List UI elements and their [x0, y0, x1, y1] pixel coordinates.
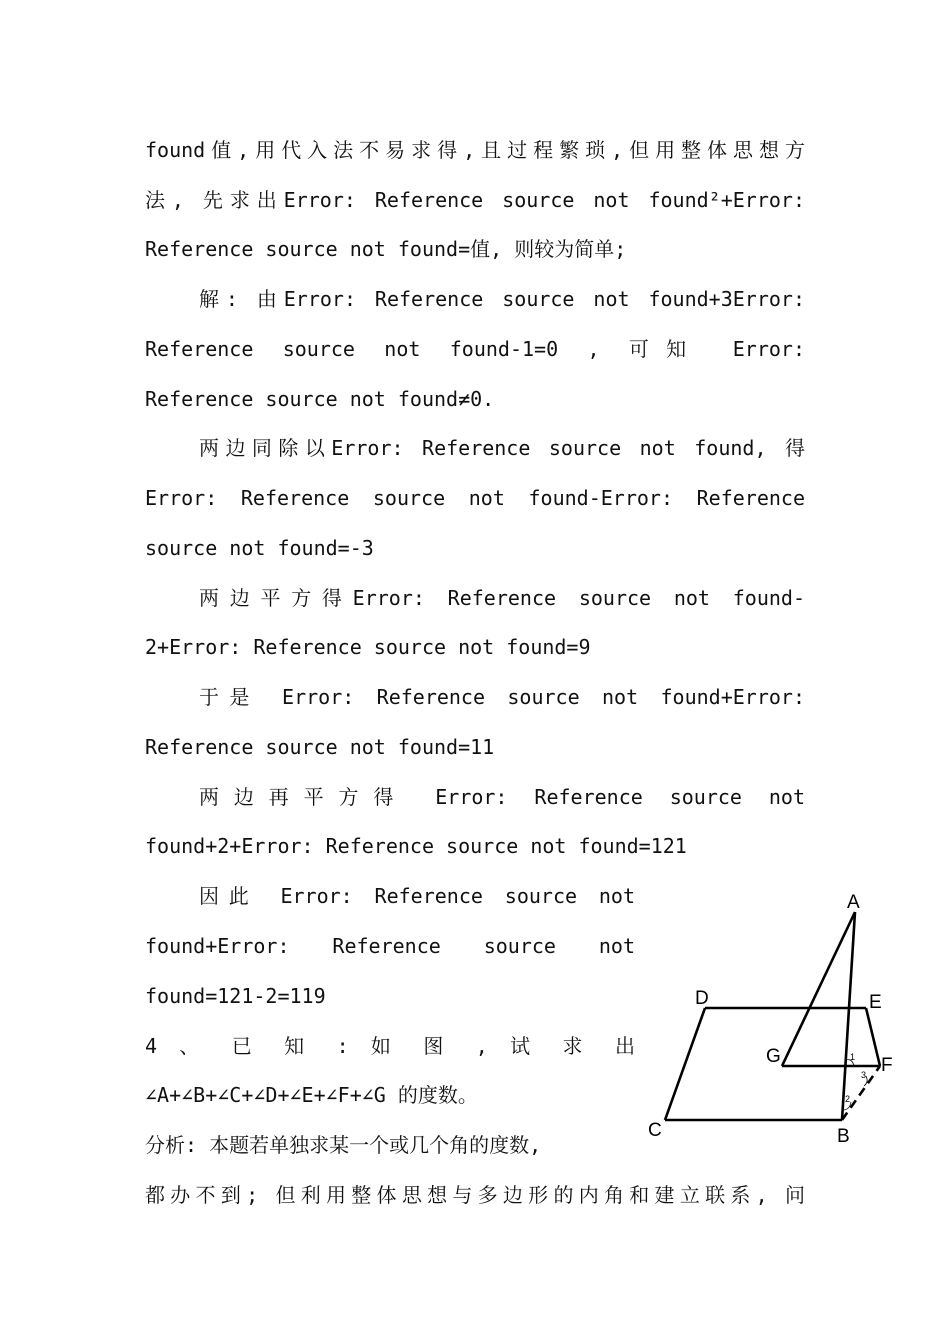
text-line: Error: Reference source not found-Error: Reference: [145, 486, 805, 510]
label-angle-3: 3: [861, 1070, 867, 1080]
label-point-f: F: [881, 1055, 893, 1076]
text-line: Reference source not found≠0.: [145, 387, 495, 411]
text-line: found+Error: Reference source not: [145, 934, 635, 958]
label-point-b: B: [837, 1126, 850, 1147]
segment-ef: [866, 1008, 880, 1066]
geometry-figure: [640, 888, 910, 1150]
text-line: 分析: 本题若单独求某一个或几个角的度数,: [145, 1133, 542, 1157]
text-line: 因此 Error: Reference source not: [199, 884, 635, 908]
label-point-a: A: [847, 892, 860, 913]
label-point-d: D: [695, 988, 709, 1009]
text-line: 于是 Error: Reference source not found+Error:: [199, 685, 805, 709]
segment-cd: [665, 1008, 705, 1120]
segment-ab: [842, 912, 855, 1120]
segment-ag: [782, 912, 855, 1066]
text-line: 两边平方得Error: Reference source not found-: [199, 586, 805, 610]
text-line: Reference source not found=值, 则较为简单;: [145, 237, 627, 261]
text-line: source not found=-3: [145, 536, 374, 560]
label-point-e: E: [869, 992, 882, 1013]
text-line: 4 、 已 知 : 如 图 , 试 求 出: [145, 1034, 635, 1058]
text-line: found值,用代入法不易求得,且过程繁琐,但用整体思想方: [145, 138, 805, 162]
text-line: 两边同除以Error: Reference source not found, 得: [199, 436, 805, 460]
text-line: 都办不到; 但利用整体思想与多边形的内角和建立联系, 问: [145, 1183, 805, 1207]
text-line: 解: 由Error: Reference source not found+3Error:: [199, 287, 805, 311]
text-line: ∠A+∠B+∠C+∠D+∠E+∠F+∠G 的度数。: [145, 1083, 478, 1107]
text-line: 两边再平方得 Error: Reference source not: [199, 785, 805, 809]
text-line: found+2+Error: Reference source not found=121: [145, 834, 687, 858]
text-line: Reference source not found=11: [145, 735, 495, 759]
text-line: 2+Error: Reference source not found=9: [145, 635, 591, 659]
text-line: Reference source not found-1=0 , 可知 Error:: [145, 337, 805, 361]
label-point-g: G: [766, 1046, 781, 1067]
label-angle-1: 1: [850, 1052, 856, 1062]
label-point-c: C: [648, 1120, 662, 1141]
label-angle-2: 2: [845, 1094, 851, 1104]
text-line: found=121-2=119: [145, 984, 326, 1008]
text-line: 法, 先求出Error: Reference source not found²+Error:: [145, 188, 805, 212]
